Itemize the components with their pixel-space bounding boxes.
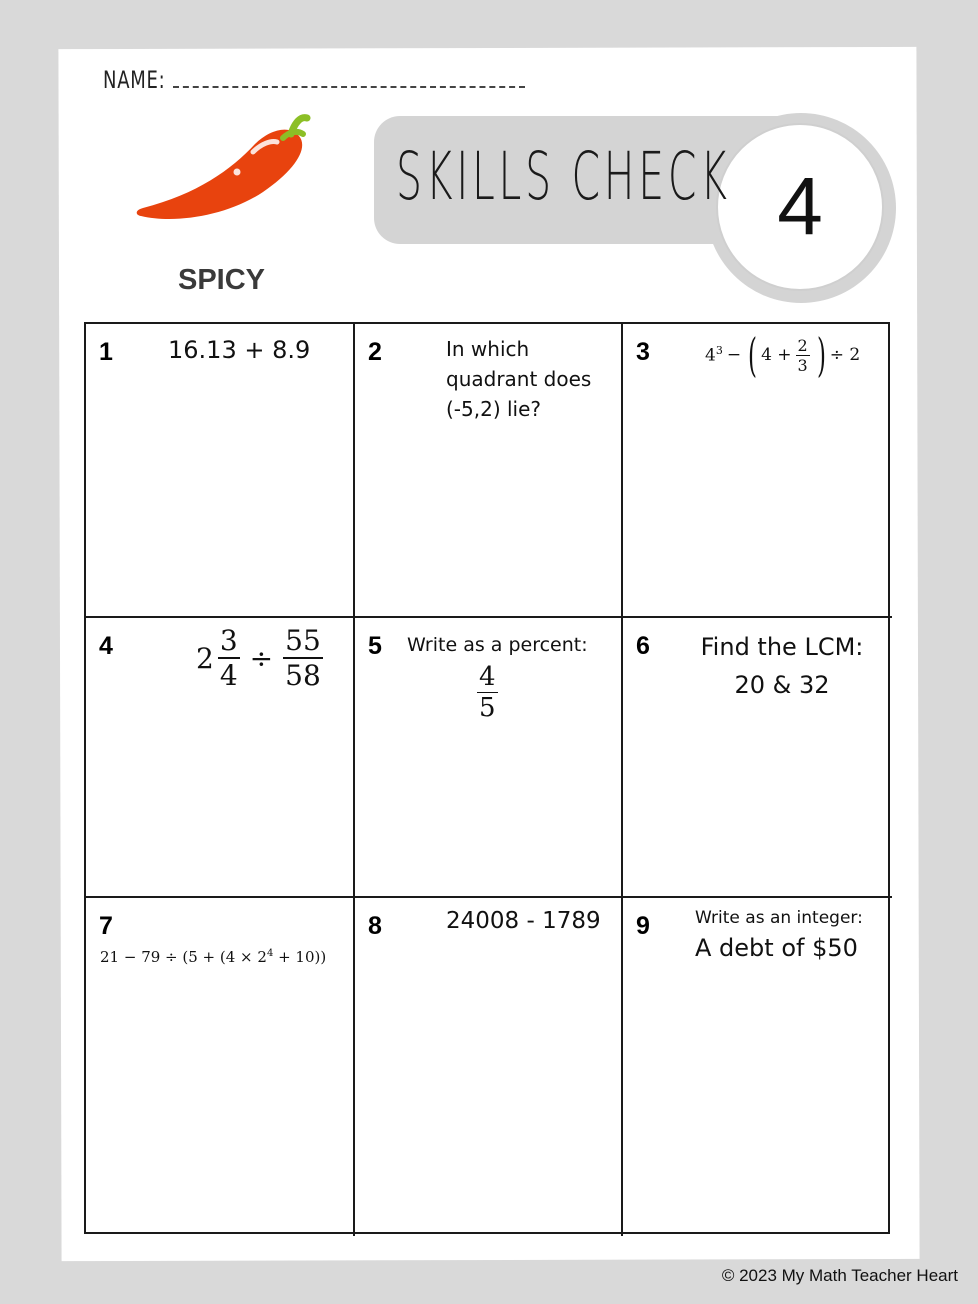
problem-text: 16.13 + 8.9	[168, 336, 311, 364]
name-label: NAME:	[103, 66, 166, 94]
problem-cell-9[interactable]	[623, 898, 892, 1236]
problem-line: (-5,2) lie?	[446, 397, 542, 421]
difficulty-label: SPICY	[178, 264, 266, 296]
problem-line: A debt of $50	[695, 934, 858, 962]
problem-text	[446, 334, 591, 424]
problem-cell-3[interactable]	[623, 324, 892, 618]
divide-sign: ÷	[249, 641, 274, 675]
title-number: 4	[777, 161, 823, 252]
problem-cell-2[interactable]	[355, 324, 623, 618]
tail-term: ÷ 2	[829, 345, 861, 365]
problem-text	[697, 628, 867, 704]
problem-number: 1	[99, 338, 113, 366]
problem-line: Find the LCM:	[700, 633, 864, 661]
problem-cell-1[interactable]	[86, 324, 355, 618]
problem-expression	[196, 624, 323, 692]
whole-number: 2	[196, 641, 214, 675]
inner-term: 4 +	[761, 345, 792, 365]
problem-text	[695, 906, 863, 966]
problem-fraction	[477, 662, 498, 723]
problem-cell-7[interactable]	[86, 898, 355, 1236]
problem-number: 8	[368, 912, 382, 940]
fraction: $\frac{3}{4}$	[219, 624, 238, 692]
name-field[interactable]	[103, 66, 186, 94]
problem-number: 6	[636, 632, 650, 660]
problem-cell-4[interactable]	[86, 618, 355, 898]
fraction: $\frac{4}{5}$	[479, 662, 496, 723]
name-blank-line[interactable]	[173, 86, 525, 88]
page-title: SKILLS CHECK	[396, 138, 731, 215]
problem-expression: $21 - 79 \div (5 + (4 \times 2^4 + 10))$	[100, 948, 327, 966]
fraction: $\frac{55}{58}$	[285, 624, 321, 692]
right-paren: )	[816, 328, 826, 382]
problem-text: Write as a percent:	[407, 634, 588, 656]
base: $4^3$	[705, 344, 723, 366]
problem-cell-6[interactable]	[623, 618, 892, 898]
problem-line: 20 & 32	[734, 671, 830, 699]
problem-text: 24008 - 1789	[446, 908, 601, 934]
title-number-badge	[716, 123, 884, 291]
problem-cell-5[interactable]	[355, 618, 623, 898]
problem-grid	[84, 322, 890, 1234]
left-paren: (	[748, 328, 758, 382]
chili-pepper-icon	[135, 112, 315, 242]
problem-number: 2	[368, 338, 382, 366]
copyright-footer: © 2023 My Math Teacher Heart	[721, 1266, 958, 1285]
minus-sign: −	[726, 345, 742, 365]
problem-expression	[705, 328, 861, 382]
problem-number: 9	[636, 912, 650, 940]
problem-line: Write as an integer:	[695, 908, 863, 928]
problem-number: 7	[99, 912, 113, 940]
problem-number: 4	[99, 632, 113, 660]
problem-number: 3	[636, 338, 650, 366]
problem-line: quadrant does	[446, 367, 592, 391]
problem-cell-8[interactable]	[355, 898, 623, 1236]
fraction: $\frac{2}{3}$	[797, 335, 808, 375]
problem-line: In which	[446, 337, 530, 361]
problem-number: 5	[368, 632, 382, 660]
